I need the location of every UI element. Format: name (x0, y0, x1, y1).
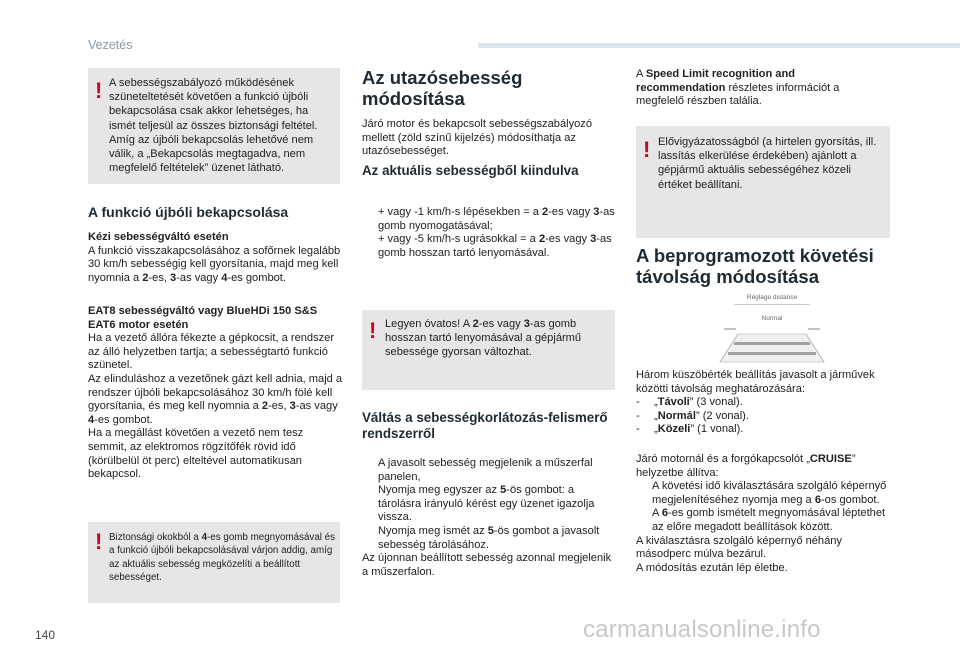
list-item: - „Távoli” (3 vonal). (636, 396, 743, 409)
warning-icon: ! (643, 137, 651, 162)
manual-gearbox-section (88, 231, 344, 285)
eat8-section (88, 305, 344, 482)
threshold-intro: Három küszöbérték beállítás javasolt a járművek közötti távolság meghatározására: (636, 369, 875, 395)
watermark: carmanualsonline.info (583, 616, 821, 643)
warning-text-top: A sebességszabályozó működésének szüneteltetését követően a funkció újbóli bekapcsolása csak akkor lehetséges, ha ismét teljesül az összes biztonsági feltétel. Amíg az újbóli bekapcsolás lehetővé nem válik, a „Bekapcsolás megtagadva, nem megfelelő feltételek” üzenet látható. (109, 77, 318, 175)
cruise-intro: Járó motor és bekapcsolt sebességszabályozó mellett (zöld színű kijelzés) módosíthatja az utazósebességet. (362, 118, 593, 158)
page-number: 140 (35, 628, 56, 642)
figure-divider (734, 304, 810, 305)
list-item: + vagy -5 km/h-s ugrásokkal = a 2-es vagy 3-as gomb hosszan tartó lenyomásával. (378, 233, 612, 259)
warning-icon: ! (369, 318, 377, 343)
list-item: - „Normál” (2 vonal). (636, 409, 749, 422)
road-distance-graphic (712, 322, 832, 370)
manual-gearbox-title: Kézi sebességváltó esetén (88, 231, 229, 243)
engine-closing-1: A kiválasztásra szolgáló képernyő néhány másodperc múlva bezárul. (636, 534, 842, 561)
list-item: A 6-es gomb ismételt megnyomásával léptethet az előre megadott beállítások között. (652, 507, 886, 533)
list-item: A javasolt sebesség megjelenik a műszerfal panelen, (378, 457, 593, 483)
warning-text-right: Elővigyázatosságból (a hirtelen gyorsítás, ill. lassítás elkerülése érdekében) ajánlott a gépjármű aktuális sebességéhez közeli értéket beállítani. (658, 136, 877, 191)
switch-closing: Az újonnan beállított sebesség azonnal megjelenik a műszerfalon. (362, 552, 612, 578)
current-speed-heading: Az aktuális sebességből kiindulva (362, 163, 579, 178)
threshold-section (636, 369, 892, 437)
eat8-paragraph-2: Az elinduláshoz a vezetőnek gázt kell adnia, majd a rendszer újbóli bekapcsolásához 30 km/h fölé kell gyorsítania, és meg kell nyomnia a 2-es, 3-as vagy 4-es gombot. (88, 372, 343, 426)
section-label: Vezetés (88, 38, 133, 52)
speed-step-list (362, 206, 618, 260)
eat8-title: EAT8 sebességváltó vagy BlueHDi 150 S&S EAT6 motor esetén (88, 305, 318, 331)
speed-limit-reference: A Speed Limit recognition and recommendation részletes információt a megfelelő részben talália. (636, 68, 840, 108)
following-distance-heading: A beprogramozott követési távolság módosítása (636, 245, 874, 287)
list-item: A követési idő kiválasztására szolgáló képernyő megjelenítéséhez nyomja meg a 6-os gombot. (652, 480, 887, 506)
warning-icon: ! (95, 78, 103, 103)
manual-gearbox-text: A funkció visszakapcsolásához a sofőrnek legalább 30 km/h sebességig kell gyorsítania, majd meg kell nyomnia a 2-es, 3-as vagy 4-es gombot. (88, 244, 341, 284)
warning-text-bottom: Biztonsági okokból a 4-es gomb megnyomásával és a funkció újbóli bekapcsolásával várjon addig, amíg az aktuális sebesség megközelíti a beállított sebességet. (109, 532, 336, 584)
list-item: Nyomja meg ismét az 5-ös gombot a javasolt sebesség tárolásához. (378, 524, 600, 551)
warning-icon: ! (95, 529, 103, 554)
engine-section (636, 453, 892, 575)
reactivation-heading: A funkció újbóli bekapcsolása (88, 204, 289, 220)
eat8-paragraph-1: Ha a vezető állóra fékezte a gépkocsit, a rendszer az álló helyzetben tartja; a sebességtartó funkció szünetel. (88, 332, 335, 372)
warning-text-middle: Legyen óvatos! A 2-es vagy 3-as gomb hosszan tartó lenyomásával a gépjármű sebessége gyorsan változhat. (385, 318, 582, 359)
list-item: + vagy -1 km/h-s lépésekben = a 2-es vagy 3-as gomb nyomogatásával; (378, 206, 615, 232)
header-bar (478, 43, 960, 48)
eat8-paragraph-3: Ha a megállást követően a vezető nem tesz semmit, az elektromos rögzítőfék rövid idő (körülbelül öt perc) elteltével automatikusan bekapcsol. (88, 427, 304, 481)
engine-closing-2: A módosítás ezután lép életbe. (636, 561, 788, 574)
engine-intro: Járó motornál és a forgókapcsolót „CRUISE” helyzetbe állítva: (636, 453, 856, 479)
distance-settings-figure (712, 294, 832, 366)
list-item: Nyomja meg egyszer az 5-ös gombot: a tárolásra irányuló kérést egy üzenet igazolja vissza. (378, 484, 595, 524)
cruise-speed-heading: Az utazósebesség módosítása (362, 67, 523, 109)
figure-title: Réglage distance (746, 294, 798, 301)
list-item: - „Közeli” (1 vonal). (636, 423, 744, 436)
switch-heading: Váltás a sebességkorlátozás-felismerő rendszerről (362, 410, 608, 441)
figure-mode-label: Normal (761, 315, 783, 322)
switch-list (362, 457, 618, 579)
